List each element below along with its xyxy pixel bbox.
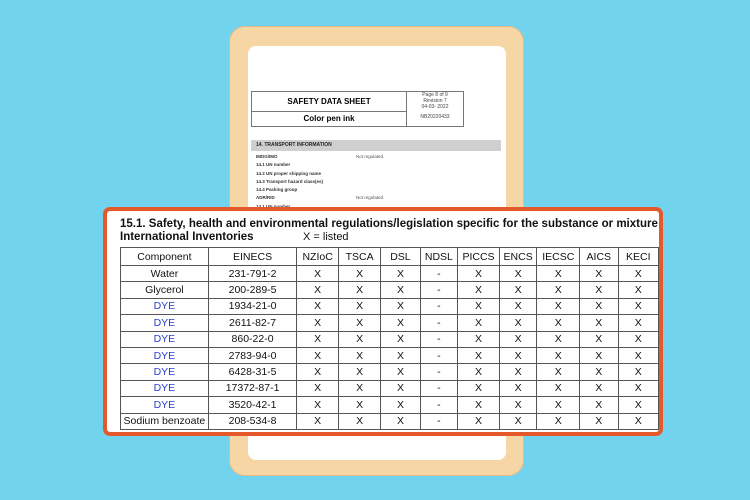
- inventory-mark-cell: X: [297, 364, 339, 380]
- component-cell: Water: [121, 266, 209, 282]
- inventory-mark-cell: X: [580, 380, 618, 396]
- transport-label: 14.3 Transport hazard class(es): [256, 178, 324, 184]
- component-cell: DYE: [121, 397, 209, 413]
- product-name: Color pen ink: [252, 112, 407, 126]
- component-cell: Sodium benzoate: [121, 413, 209, 429]
- inventory-mark-cell: X: [381, 347, 420, 363]
- table-row: [121, 364, 659, 380]
- inventory-mark-cell: X: [537, 380, 580, 396]
- component-cell: DYE: [121, 298, 209, 314]
- sds-title: SAFETY DATA SHEET: [252, 92, 407, 112]
- inventory-mark-cell: X: [499, 315, 537, 331]
- callout-subtitle: International Inventories: [120, 231, 254, 243]
- transport-label: 14.4 Packing group: [256, 187, 298, 193]
- inventory-mark-cell: X: [297, 413, 339, 429]
- inventory-mark-cell: X: [537, 413, 580, 429]
- inventory-mark-cell: X: [297, 282, 339, 298]
- inventory-mark-cell: X: [338, 331, 380, 347]
- column-header: NDSL: [420, 248, 458, 266]
- inventory-mark-cell: X: [618, 282, 658, 298]
- inventory-table: [120, 247, 659, 430]
- inventory-callout: [103, 207, 663, 436]
- inventory-mark-cell: X: [297, 397, 339, 413]
- inventory-mark-cell: X: [537, 397, 580, 413]
- inventory-mark-cell: X: [338, 347, 380, 363]
- table-row: [121, 315, 659, 331]
- inventory-mark-cell: X: [618, 413, 658, 429]
- inventory-mark-cell: X: [537, 347, 580, 363]
- inventory-mark-cell: X: [458, 413, 500, 429]
- inventory-mark-cell: X: [381, 331, 420, 347]
- inventory-mark-cell: -: [420, 315, 458, 331]
- inventory-mark-cell: X: [580, 364, 618, 380]
- einecs-cell: 6428-31-5: [208, 364, 297, 380]
- column-header: Component: [121, 248, 209, 266]
- column-header: EINECS: [208, 248, 297, 266]
- inventory-mark-cell: X: [537, 266, 580, 282]
- inventory-mark-cell: -: [420, 380, 458, 396]
- inventory-mark-cell: X: [618, 347, 658, 363]
- transport-row: [256, 194, 496, 202]
- inventory-mark-cell: -: [420, 266, 458, 282]
- inventory-mark-cell: -: [420, 331, 458, 347]
- inventory-mark-cell: X: [618, 380, 658, 396]
- inventory-mark-cell: X: [580, 282, 618, 298]
- transport-row: [256, 178, 496, 186]
- table-row: [121, 266, 659, 282]
- einecs-cell: 17372-87-1: [208, 380, 297, 396]
- column-header: NZIoC: [297, 248, 339, 266]
- einecs-cell: 208-534-8: [208, 413, 297, 429]
- column-header: IECSC: [537, 248, 580, 266]
- component-cell: DYE: [121, 347, 209, 363]
- section-14-header: 14. TRANSPORT INFORMATION: [251, 140, 501, 151]
- inventory-mark-cell: X: [499, 397, 537, 413]
- inventory-mark-cell: X: [499, 347, 537, 363]
- inventory-mark-cell: -: [420, 347, 458, 363]
- revision: Revision 7: [423, 98, 447, 104]
- inventory-mark-cell: -: [420, 282, 458, 298]
- einecs-cell: 860-22-0: [208, 331, 297, 347]
- column-header: AICS: [580, 248, 618, 266]
- inventory-mark-cell: X: [338, 413, 380, 429]
- table-row: [121, 282, 659, 298]
- table-row: [121, 413, 659, 429]
- inventory-mark-cell: X: [381, 364, 420, 380]
- inventory-mark-cell: X: [381, 413, 420, 429]
- inventory-mark-cell: X: [499, 380, 537, 396]
- inventory-mark-cell: -: [420, 397, 458, 413]
- inventory-mark-cell: X: [458, 331, 500, 347]
- inventory-mark-cell: -: [420, 364, 458, 380]
- einecs-cell: 1934-21-0: [208, 298, 297, 314]
- inventory-mark-cell: X: [537, 298, 580, 314]
- inventory-mark-cell: X: [499, 413, 537, 429]
- transport-info-list: [256, 153, 496, 211]
- inventory-mark-cell: X: [580, 331, 618, 347]
- inventory-mark-cell: X: [381, 282, 420, 298]
- sds-header: [251, 91, 464, 127]
- inventory-mark-cell: X: [338, 380, 380, 396]
- inventory-mark-cell: X: [537, 364, 580, 380]
- component-cell: DYE: [121, 364, 209, 380]
- inventory-mark-cell: X: [458, 380, 500, 396]
- einecs-cell: 3520-42-1: [208, 397, 297, 413]
- inventory-mark-cell: X: [499, 266, 537, 282]
- column-header: ENCS: [499, 248, 537, 266]
- inventory-mark-cell: X: [297, 347, 339, 363]
- transport-label: ADR/RID: [256, 195, 275, 201]
- inventory-mark-cell: X: [338, 364, 380, 380]
- inventory-mark-cell: X: [381, 380, 420, 396]
- inventory-mark-cell: X: [458, 364, 500, 380]
- component-cell: DYE: [121, 331, 209, 347]
- document-code: NB20220433: [420, 114, 450, 120]
- callout-title: 15.1. Safety, health and environmental regulations/legislation specific for the substance or mixture: [120, 218, 658, 230]
- transport-row: [256, 161, 496, 169]
- component-cell: DYE: [121, 380, 209, 396]
- table-header-row: [121, 248, 659, 266]
- inventory-mark-cell: X: [458, 266, 500, 282]
- inventory-mark-cell: X: [499, 282, 537, 298]
- transport-row: [256, 186, 496, 194]
- inventory-mark-cell: X: [381, 397, 420, 413]
- einecs-cell: 2783-94-0: [208, 347, 297, 363]
- column-header: KECI: [618, 248, 658, 266]
- inventory-mark-cell: X: [297, 266, 339, 282]
- transport-value: Not regulated.: [356, 154, 385, 159]
- inventory-mark-cell: X: [458, 347, 500, 363]
- inventory-mark-cell: X: [618, 331, 658, 347]
- transport-label: 14.1 UN number: [256, 162, 291, 168]
- inventory-mark-cell: X: [580, 347, 618, 363]
- component-cell: DYE: [121, 315, 209, 331]
- table-row: [121, 347, 659, 363]
- inventory-mark-cell: X: [537, 315, 580, 331]
- inventory-mark-cell: X: [381, 266, 420, 282]
- inventory-mark-cell: X: [381, 315, 420, 331]
- inventory-mark-cell: X: [297, 298, 339, 314]
- inventory-mark-cell: X: [499, 298, 537, 314]
- table-row: [121, 380, 659, 396]
- einecs-cell: 200-289-5: [208, 282, 297, 298]
- inventory-mark-cell: X: [618, 298, 658, 314]
- inventory-mark-cell: X: [537, 331, 580, 347]
- inventory-mark-cell: X: [580, 413, 618, 429]
- inventory-mark-cell: X: [618, 315, 658, 331]
- inventory-mark-cell: X: [499, 364, 537, 380]
- inventory-mark-cell: X: [381, 298, 420, 314]
- table-row: [121, 331, 659, 347]
- column-header: TSCA: [338, 248, 380, 266]
- transport-value: Not regulated.: [356, 195, 385, 201]
- inventory-mark-cell: X: [580, 397, 618, 413]
- column-header: DSL: [381, 248, 420, 266]
- transport-label: 14.2 UN proper shipping name: [256, 170, 322, 176]
- inventory-mark-cell: -: [420, 413, 458, 429]
- inventory-mark-cell: X: [297, 380, 339, 396]
- inventory-mark-cell: X: [338, 315, 380, 331]
- inventory-mark-cell: X: [297, 331, 339, 347]
- inventory-mark-cell: X: [338, 282, 380, 298]
- transport-row: [256, 153, 496, 161]
- inventory-mark-cell: X: [458, 397, 500, 413]
- callout-legend: X = listed: [303, 231, 349, 243]
- table-row: [121, 397, 659, 413]
- inventory-mark-cell: X: [499, 331, 537, 347]
- column-header: PICCS: [458, 248, 500, 266]
- table-row: [121, 298, 659, 314]
- component-cell: Glycerol: [121, 282, 209, 298]
- inventory-mark-cell: X: [458, 298, 500, 314]
- inventory-mark-cell: X: [618, 364, 658, 380]
- page-meta: [408, 92, 462, 110]
- inventory-mark-cell: X: [338, 298, 380, 314]
- inventory-mark-cell: X: [618, 266, 658, 282]
- inventory-mark-cell: X: [537, 282, 580, 298]
- page-number: Page 8 of 9: [422, 92, 448, 98]
- einecs-cell: 231-791-2: [208, 266, 297, 282]
- inventory-mark-cell: X: [580, 315, 618, 331]
- inventory-mark-cell: X: [338, 397, 380, 413]
- issue-date: 04-03- 2022: [421, 104, 449, 110]
- inventory-mark-cell: X: [618, 397, 658, 413]
- inventory-mark-cell: X: [338, 266, 380, 282]
- inventory-mark-cell: X: [458, 282, 500, 298]
- transport-label: IMDG/IMO: [256, 154, 278, 159]
- einecs-cell: 2611-82-7: [208, 315, 297, 331]
- inventory-mark-cell: X: [580, 298, 618, 314]
- inventory-mark-cell: -: [420, 298, 458, 314]
- inventory-mark-cell: X: [580, 266, 618, 282]
- inventory-mark-cell: X: [297, 315, 339, 331]
- inventory-mark-cell: X: [458, 315, 500, 331]
- transport-row: [256, 170, 496, 178]
